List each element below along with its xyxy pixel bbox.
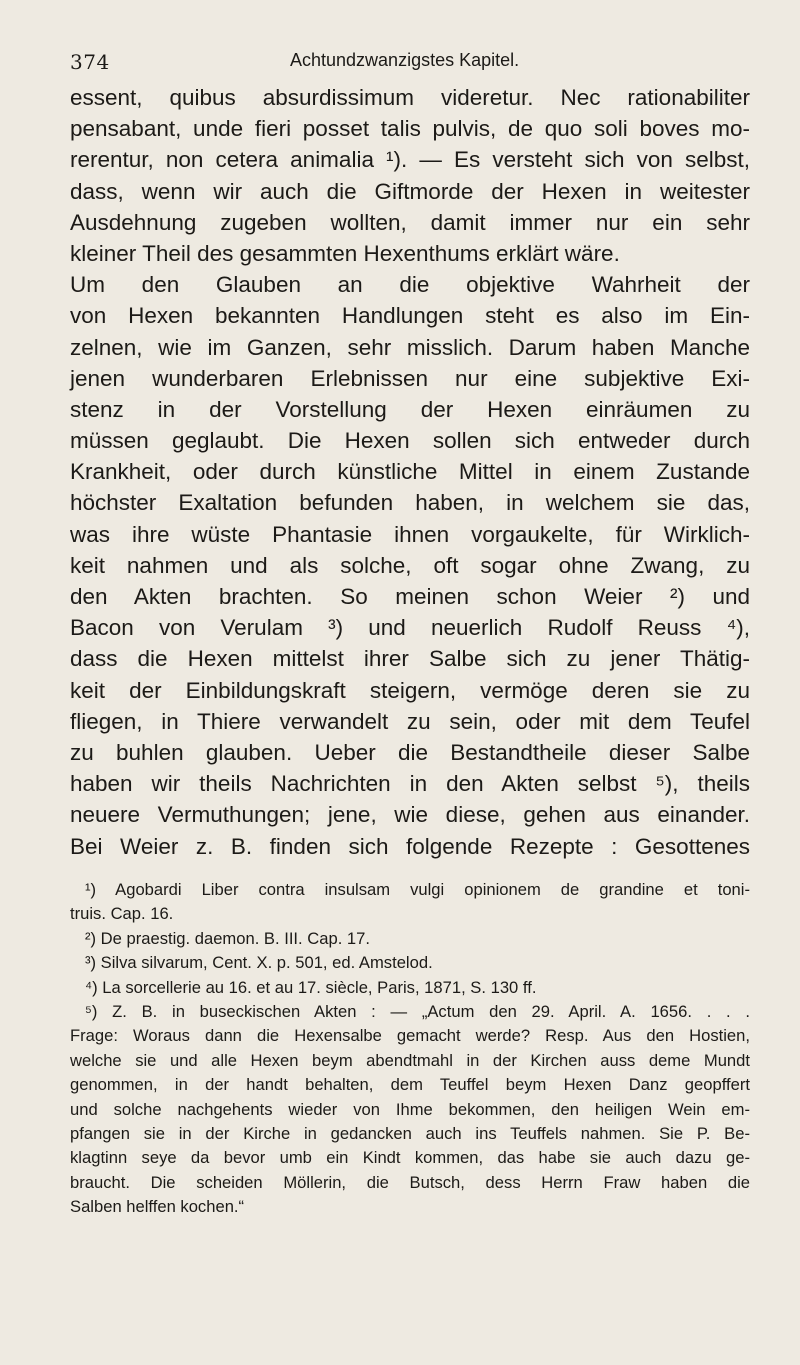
text-line: Bacon von Verulam ³) und neuerlich Rudolf Reuss ⁴), — [70, 615, 750, 641]
footnote-line: ⁵) Z. B. in buseckischen Akten : — „Actum den 29. April. A. 1656. . . . — [85, 1001, 750, 1021]
text-line: Ausdehnung zugeben wollten, damit immer nur ein sehr — [70, 209, 750, 235]
text-line: haben wir theils Nachrichten in den Akten selbst ⁵), theils — [70, 771, 750, 797]
text-line: von Hexen bekannten Handlungen steht es also im Ein- — [70, 303, 750, 329]
text-line: Krankheit, oder durch künstliche Mittel in einem Zustande — [70, 459, 750, 485]
footnote-line: ²) De praestig. daemon. B. III. Cap. 17. — [85, 928, 370, 948]
footnote-line: genommen, in der handt behalten, dem Teuffel beym Hexen Danz geopffert — [70, 1075, 750, 1095]
text-line: rerentur, non cetera animalia ¹). — Es versteht sich von selbst, — [70, 147, 750, 173]
text-line: keit nahmen und als solche, oft sogar ohne Zwang, zu — [70, 552, 750, 578]
running-title: Achtundzwanzigstes Kapitel. — [290, 50, 520, 70]
footnote-line: welche sie und alle Hexen beym abendtmahl in der Kirchen auss deme Mundt — [70, 1050, 750, 1070]
footnote-line: truis. Cap. 16. — [70, 904, 174, 924]
text-line: Bei Weier z. B. finden sich folgende Rezepte : Gesottenes — [70, 833, 750, 859]
text-line: höchster Exaltation befunden haben, in welchem sie das, — [70, 490, 750, 516]
text-line: jenen wunderbaren Erlebnissen nur eine subjektive Exi- — [70, 365, 750, 391]
text-line: fliegen, in Thiere verwandelt zu sein, oder mit dem Teufel — [70, 708, 750, 734]
footnote-line: ¹) Agobardi Liber contra insulsam vulgi opinionem de grandine et toni- — [85, 880, 750, 899]
footnote-line: ⁴) La sorcellerie au 16. et au 17. siècle, Paris, 1871, S. 130 ff. — [85, 977, 537, 997]
footnote-line: klagtinn seye da bevor umb ein Kindt kommen, das habe sie auch dazu ge- — [70, 1148, 750, 1168]
footnote-line: pfangen sie in der Kirche in gedancken auch ins Teuffels nahmen. Sie P. Be- — [70, 1123, 750, 1143]
footnote-line: ³) Silva silvarum, Cent. X. p. 501, ed. Amstelod. — [85, 953, 433, 973]
text-line: zu buhlen glauben. Ueber die Bestandtheile dieser Salbe — [70, 739, 750, 765]
footnote-line: und solche nachgehents wieder von Ihme bekommen, den heiligen Wein em- — [70, 1099, 750, 1119]
text-line: müssen geglaubt. Die Hexen sollen sich entweder durch — [70, 428, 750, 454]
footnote-line: braucht. Die scheiden Möllerin, die Butsch, dess Herrn Fraw haben die — [70, 1172, 750, 1192]
text-line: den Akten brachten. So meinen schon Weier ²) und — [70, 584, 750, 609]
text-line: keit der Einbildungskraft steigern, vermöge deren sie zu — [70, 677, 750, 703]
text-line: stenz in der Vorstellung der Hexen einräumen zu — [70, 396, 750, 422]
footnote-line: Frage: Woraus dann die Hexensalbe gemacht werde? Resp. Aus den Hostien, — [70, 1026, 750, 1046]
text-line: dass die Hexen mittelst ihrer Salbe sich zu jener Thätig- — [70, 646, 750, 672]
text-line: dass, wenn wir auch die Giftmorde der Hexen in weitester — [70, 178, 750, 204]
footnotes — [70, 878, 750, 1219]
page-number: 374 — [70, 50, 110, 74]
page-header — [70, 50, 730, 84]
text-line: was ihre wüste Phantasie ihnen vorgaukelte, für Wirklich- — [70, 521, 750, 547]
text-line: zelnen, wie im Ganzen, sehr misslich. Darum haben Manche — [70, 334, 750, 360]
text-line: Um den Glauben an die objektive Wahrheit der — [70, 272, 750, 298]
main-text — [70, 82, 750, 862]
text-line: pensabant, unde fieri posset talis pulvis, de quo soli boves mo- — [70, 116, 750, 142]
text-line: essent, quibus absurdissimum videretur. Nec rationabiliter — [70, 85, 750, 110]
text-line: neuere Vermuthungen; jene, wie diese, gehen aus einander. — [70, 802, 750, 828]
footnote-line: Salben helffen kochen.“ — [70, 1197, 245, 1217]
text-line: kleiner Theil des gesammten Hexenthums erklärt wäre. — [70, 240, 620, 266]
